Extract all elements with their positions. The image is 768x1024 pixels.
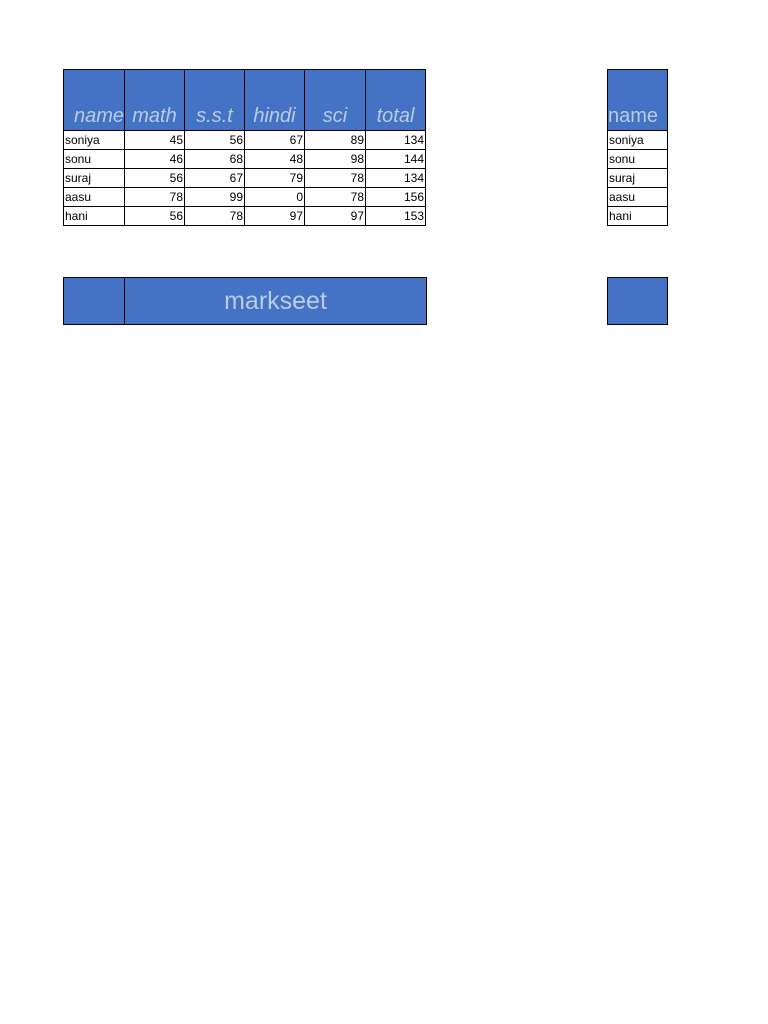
cell-sst[interactable]: 68	[185, 150, 245, 169]
table-row	[608, 207, 668, 226]
banner-title: markseet	[224, 287, 327, 315]
header-sci[interactable]: sci	[305, 70, 366, 131]
cell-sst[interactable]: 56	[185, 131, 245, 150]
side-cell-name[interactable]: aasu	[608, 188, 668, 207]
side-cell-name[interactable]: hani	[608, 207, 668, 226]
cell-name[interactable]: aasu	[64, 188, 125, 207]
header-row	[64, 70, 426, 131]
cell-sci[interactable]: 78	[305, 188, 366, 207]
cell-math[interactable]: 56	[125, 169, 185, 188]
markseet-banner[interactable]	[124, 277, 427, 325]
header-math[interactable]: math	[125, 70, 185, 131]
cell-math[interactable]: 46	[125, 150, 185, 169]
table-row	[64, 150, 426, 169]
cell-sst[interactable]: 99	[185, 188, 245, 207]
header-total[interactable]: total	[366, 70, 426, 131]
header-hindi[interactable]: hindi	[245, 70, 305, 131]
cell-math[interactable]: 78	[125, 188, 185, 207]
cell-sst[interactable]: 78	[185, 207, 245, 226]
banner-side-cell[interactable]	[607, 277, 668, 325]
cell-name[interactable]: soniya	[64, 131, 125, 150]
side-cell-name[interactable]: suraj	[608, 169, 668, 188]
cell-total[interactable]: 156	[366, 188, 426, 207]
table-row	[64, 169, 426, 188]
cell-sci[interactable]: 78	[305, 169, 366, 188]
cell-sci[interactable]: 89	[305, 131, 366, 150]
cell-sci[interactable]: 97	[305, 207, 366, 226]
banner-left-cell[interactable]	[63, 277, 125, 325]
table-row	[64, 207, 426, 226]
table-row	[608, 188, 668, 207]
marks-table	[63, 69, 426, 226]
cell-name[interactable]: sonu	[64, 150, 125, 169]
table-row	[608, 169, 668, 188]
cell-hindi[interactable]: 48	[245, 150, 305, 169]
cell-hindi[interactable]: 97	[245, 207, 305, 226]
cell-name[interactable]: suraj	[64, 169, 125, 188]
cell-total[interactable]: 144	[366, 150, 426, 169]
side-cell-name[interactable]: soniya	[608, 131, 668, 150]
table-row	[64, 188, 426, 207]
header-name[interactable]: name	[64, 70, 125, 131]
name-list-table	[607, 69, 668, 226]
cell-total[interactable]: 153	[366, 207, 426, 226]
side-header-name[interactable]: name	[608, 70, 668, 131]
table-row	[64, 131, 426, 150]
table-row	[608, 150, 668, 169]
cell-total[interactable]: 134	[366, 169, 426, 188]
side-cell-name[interactable]: sonu	[608, 150, 668, 169]
header-row	[608, 70, 668, 131]
table-row	[608, 131, 668, 150]
cell-name[interactable]: hani	[64, 207, 125, 226]
cell-hindi[interactable]: 0	[245, 188, 305, 207]
cell-math[interactable]: 45	[125, 131, 185, 150]
cell-hindi[interactable]: 79	[245, 169, 305, 188]
cell-sci[interactable]: 98	[305, 150, 366, 169]
cell-sst[interactable]: 67	[185, 169, 245, 188]
header-sst[interactable]: s.s.t	[185, 70, 245, 131]
cell-total[interactable]: 134	[366, 131, 426, 150]
cell-hindi[interactable]: 67	[245, 131, 305, 150]
cell-math[interactable]: 56	[125, 207, 185, 226]
